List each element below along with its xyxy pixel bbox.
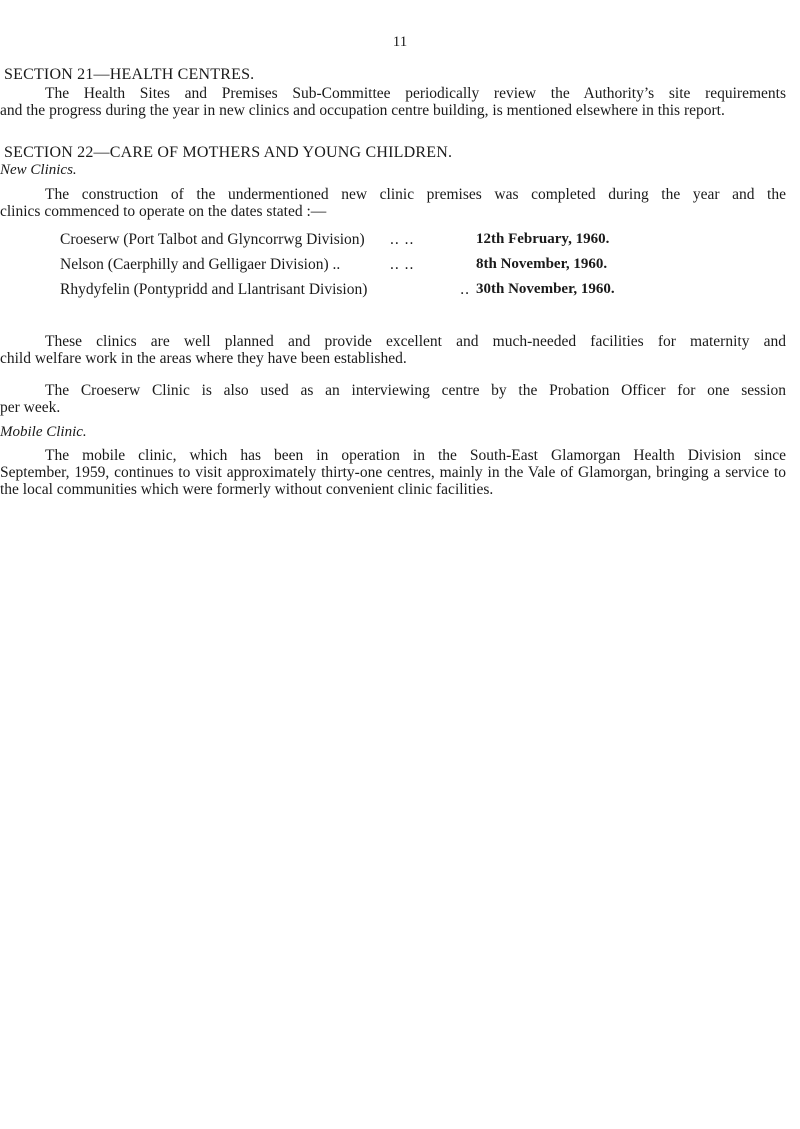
paragraph-first-line: The mobile clinic, which has been in operation in the South-East Glamorgan Health Division since (45, 447, 786, 464)
paragraph-first-line: The Health Sites and Premises Sub-Committee periodically review the Authority’s site requirements (45, 85, 786, 102)
leader-dots: .. (460, 281, 470, 298)
clinic-entry (60, 227, 720, 252)
clinic-place: Nelson (Caerphilly and Gelligaer Division) .. (60, 256, 341, 273)
paragraph-first-line: These clinics are well planned and provide excellent and much-needed facilities for maternity and (45, 333, 786, 350)
facilities-paragraph (0, 333, 786, 367)
paragraph-rest: child welfare work in the areas where they have been established. (0, 350, 407, 367)
clinic-entry (60, 252, 720, 277)
paragraph-first-line: The Croeserw Clinic is also used as an interviewing centre by the Probation Officer for one session (45, 382, 786, 399)
page-number: 11 (392, 34, 408, 50)
probation-paragraph (0, 382, 786, 416)
clinic-list (60, 227, 720, 302)
paragraph-rest: per week. (0, 399, 61, 416)
leader-dots: .. .. (390, 256, 415, 273)
new-clinics-heading: New Clinics. (0, 162, 77, 178)
clinic-date: 8th November, 1960. (476, 256, 608, 272)
clinic-entry (60, 277, 720, 302)
leader-dots: .. .. (390, 231, 415, 248)
clinic-date: 30th November, 1960. (476, 281, 615, 297)
new-clinics-intro (0, 186, 786, 220)
clinic-place: Croeserw (Port Talbot and Glyncorrwg Division) (60, 231, 365, 248)
clinic-date: 12th February, 1960. (476, 231, 610, 247)
paragraph-rest: September, 1959, continues to visit approximately thirty-one centres, mainly in the Vale of Glamorgan, bringing a service to the local communities which were formerly without convenient clinic facilities. (0, 464, 786, 498)
clinic-place: Rhydyfelin (Pontypridd and Llantrisant Division) (60, 281, 368, 298)
paragraph-first-line: The construction of the undermentioned new clinic premises was completed during the year and the (45, 186, 786, 203)
section-21-heading: SECTION 21—HEALTH CENTRES. (4, 66, 255, 83)
mobile-clinic-paragraph (0, 447, 786, 498)
paragraph-rest: and the progress during the year in new clinics and occupation centre building, is mentioned elsewhere in this report. (0, 102, 725, 119)
section-22-heading: SECTION 22—CARE OF MOTHERS AND YOUNG CHILDREN. (4, 144, 453, 161)
section-21-paragraph (0, 85, 786, 119)
mobile-clinic-heading: Mobile Clinic. (0, 424, 87, 440)
paragraph-rest: clinics commenced to operate on the dates stated :— (0, 203, 327, 220)
